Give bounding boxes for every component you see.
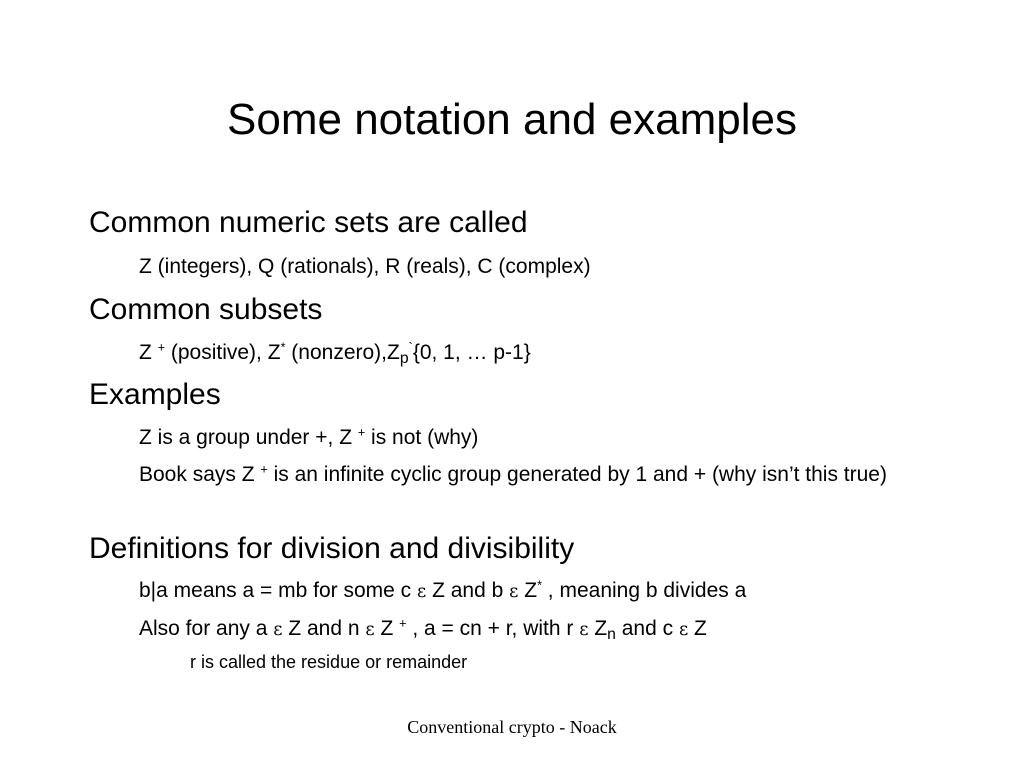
example-group: Z is a group under +, Z + is not (why) (139, 425, 479, 449)
bullet-numeric-sets: Common numeric sets are called (89, 206, 528, 239)
bullet-examples: Examples (89, 378, 221, 411)
slide-footer: Conventional crypto - Noack (407, 717, 617, 737)
bullet-definitions: Definitions for division and divisibility (89, 532, 575, 565)
slide-title: Some notation and examples (227, 95, 797, 144)
bullet-common-subsets: Common subsets (89, 293, 323, 326)
numeric-sets-list: Z (integers), Q (rationals), R (reals), C (complex) (139, 255, 591, 278)
definition-residue-formula: Also for any a ε Z and n ε Z + , a = cn + r, with r ε $Z_n$ and c ε Z (139, 616, 707, 643)
subsets-list: Z + (positive), Z* $(nonzero),Z_p^`\{0$, 1, … p-1} (139, 340, 531, 367)
definition-residue-note: r is called the residue or remainder (190, 652, 468, 672)
example-cyclic-group: Book says Z + is an infinite cyclic group generated by 1 and + (why isn’t this true) (139, 462, 887, 486)
definition-divides: b|a means a = mb for some c ε Z and b ε Z* , meaning b divides a (139, 578, 747, 602)
